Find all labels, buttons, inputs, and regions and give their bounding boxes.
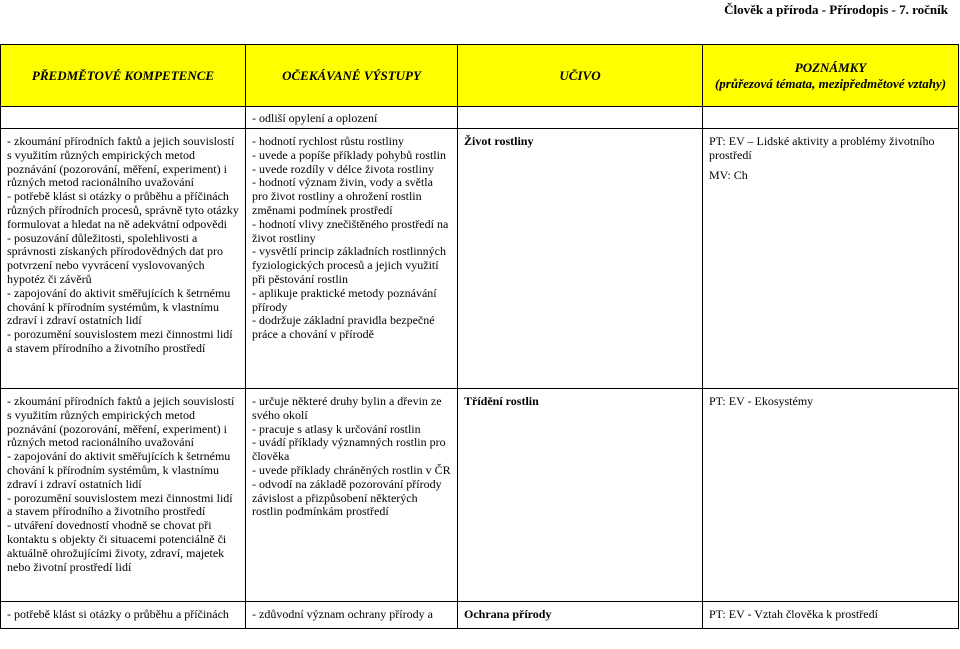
- cell-topic: [458, 129, 703, 389]
- header-notes: [703, 45, 959, 107]
- notes-text: PT: EV - Ekosystémy: [709, 394, 814, 408]
- header-competences: PŘEDMĚTOVÉ KOMPETENCE: [1, 45, 246, 107]
- outputs-text: - určuje některé druhy bylin a dřevin ze svého okolí - pracuje s atlasy k určování rostlin - uvádí příklady významných rostlin pro člověka - uvede příklady chráněných rostlin v ČR - odvodí na základě pozorování přírody závislost a přizpůsobení některých rostlin podmínkám prostředí: [252, 394, 451, 519]
- cell-competences: [1, 129, 246, 389]
- table-row: [1, 107, 959, 129]
- competences-text: - zkoumání přírodních faktů a jejich souvislostí s využitím různých empirických metod poznávání (pozorování, měření, experiment) i různých metod racionálního uvažování - potřebě klást si otázky o průběhu a příčinách různých přírodních procesů, správně tyto otázky formulovat a hledat na ně adekvátní odpovědi - posuzování důležitosti, spolehlivosti a správnosti získaných přírodovědných dat pro potvrzení nebo vyvrácení vyslovovaných hypotéz či závěrů - zapojování do aktivit směřujících k šetrnému chování k přírodním systémům, k vlastnímu zdraví i zdraví ostatních lidí - porozumění souvislostem mezi činnostmi lidí a stavem přírodního a životního prostředí: [7, 134, 239, 355]
- topic-text: Život rostliny: [464, 134, 534, 148]
- cell-outputs: [246, 602, 458, 629]
- topic-text: Ochrana přírody: [464, 607, 552, 621]
- competences-text: - zkoumání přírodních faktů a jejich souvislostí s využitím různých empirických metod poznávání (pozorování, měření, experiment) i různých metod racionálního uvažování - zapojování do aktivit směřujících k šetrnému chování k přírodním systémům, k vlastnímu zdraví i zdraví ostatních lidí - porozumění souvislostem mezi činnostmi lidí a stavem přírodního a životního prostředí - utváření dovedností vhodně se chovat při kontaktu s objekty či situacemi potenciálně či aktuálně ohrožujícími životy, zdraví, majetek nebo životní prostředí lidí: [7, 394, 235, 574]
- table-row: [1, 129, 959, 389]
- cell-outputs: - odliší opylení a oplození: [246, 107, 458, 129]
- cell-outputs: [246, 389, 458, 602]
- curriculum-table: [0, 44, 959, 629]
- cell-competences: [1, 602, 246, 629]
- header-notes-subtitle: (průřezová témata, mezipředmětové vztahy): [714, 75, 947, 91]
- notes-text: PT: EV - Vztah člověka k prostředí: [709, 607, 878, 621]
- cell-competences: [1, 389, 246, 602]
- cell-topic: [458, 389, 703, 602]
- cell-outputs: [246, 129, 458, 389]
- topic-text: Třídění rostlin: [464, 394, 539, 408]
- table-row: [1, 389, 959, 602]
- cell-notes: [703, 602, 959, 629]
- cell-competences: [1, 107, 246, 129]
- page-title: Člověk a příroda - Přírodopis - 7. ročník: [724, 2, 948, 17]
- outputs-text: - hodnotí rychlost růstu rostliny - uvede a popíše příklady pohybů rostlin - uvede rozdíly v délce života rostliny - hodnotí význam živin, vody a světla pro život rostliny a ohrožení rostlin změnami podmínek prostředí - hodnotí vlivy znečištěného prostředí na život rostliny - vysvětlí princip základních rostlinných fyziologických procesů a jejich využití při pěstování rostlin - aplikuje praktické metody poznávání přírody - dodržuje základní pravidla bezpečné práce a chování v přírodě: [252, 134, 449, 342]
- table-header-row: [1, 45, 959, 107]
- outputs-text: - zdůvodní význam ochrany přírody a: [252, 608, 433, 621]
- cell-notes: [703, 129, 959, 389]
- cell-topic: [458, 107, 703, 129]
- header-notes-title: POZNÁMKY: [794, 59, 867, 75]
- competences-text: - potřebě klást si otázky o průběhu a příčinách: [7, 608, 229, 621]
- notes-text-2: MV: Ch: [709, 167, 748, 182]
- cell-notes: [703, 107, 959, 129]
- header-outputs: OČEKÁVANÉ VÝSTUPY: [246, 45, 458, 107]
- table-row: [1, 602, 959, 629]
- notes-text: PT: EV – Lidské aktivity a problémy životního prostředí: [709, 134, 935, 162]
- cell-notes: [703, 389, 959, 602]
- cell-topic: [458, 602, 703, 629]
- header-curriculum: UČIVO: [458, 45, 703, 107]
